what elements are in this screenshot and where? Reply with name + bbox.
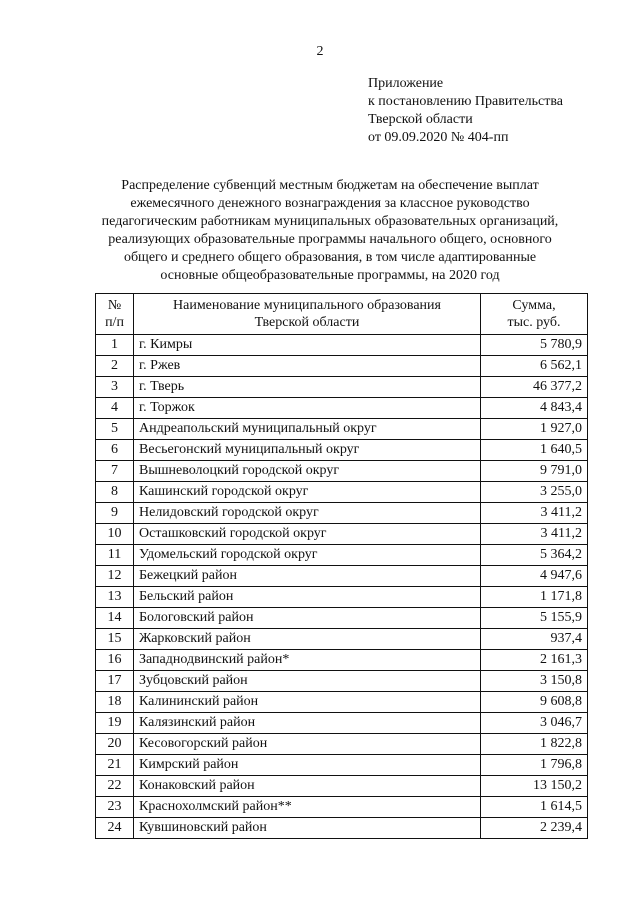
municipality-name: Бежецкий район [134,566,481,587]
table-row [96,818,588,839]
municipality-name: Зубцовский район [134,671,481,692]
appendix-line: Тверской области [368,112,473,127]
amount: 5 364,2 [481,545,588,566]
title-line: основные общеобразовательные программы, на 2020 год [160,268,500,283]
header-number-line: п/п [105,315,124,330]
table-row [96,671,588,692]
amount: 1 640,5 [481,440,588,461]
row-number: 4 [96,398,134,419]
row-number: 16 [96,650,134,671]
municipality-name: Бельский район [134,587,481,608]
row-number: 1 [96,335,134,356]
table-row [96,398,588,419]
header-sum-line: тыс. руб. [507,315,561,330]
row-number: 6 [96,440,134,461]
table-row [96,461,588,482]
amount: 1 171,8 [481,587,588,608]
municipality-name: г. Тверь [134,377,481,398]
amount: 1 796,8 [481,755,588,776]
amount: 4 947,6 [481,566,588,587]
table-row [96,335,588,356]
municipality-name: Кувшиновский район [134,818,481,839]
table-row [96,797,588,818]
table-row [96,566,588,587]
amount: 4 843,4 [481,398,588,419]
row-number: 5 [96,419,134,440]
table-row [96,419,588,440]
table-row [96,692,588,713]
row-number: 14 [96,608,134,629]
amount: 46 377,2 [481,377,588,398]
row-number: 3 [96,377,134,398]
table-row [96,377,588,398]
table-row [96,356,588,377]
appendix-line: от 09.09.2020 № 404-пп [368,130,509,145]
amount: 9 791,0 [481,461,588,482]
amount: 1 614,5 [481,797,588,818]
amount: 5 780,9 [481,335,588,356]
row-number: 2 [96,356,134,377]
amount: 9 608,8 [481,692,588,713]
amount: 5 155,9 [481,608,588,629]
row-number: 13 [96,587,134,608]
title-line: Распределение субвенций местным бюджетам на обеспечение выплат [121,178,539,193]
row-number: 17 [96,671,134,692]
amount: 1 822,8 [481,734,588,755]
table-row [96,608,588,629]
appendix-line: к постановлению Правительства [368,94,564,109]
title-line: педагогическим работникам муниципальных образовательных организаций, [101,214,559,229]
municipality-name: Андреапольский муниципальный округ [134,419,481,440]
title-line: ежемесячного денежного вознаграждения за классное руководство [130,196,530,211]
row-number: 9 [96,503,134,524]
row-number: 11 [96,545,134,566]
row-number: 22 [96,776,134,797]
row-number: 12 [96,566,134,587]
row-number: 10 [96,524,134,545]
table-row [96,587,588,608]
table-row [96,713,588,734]
municipality-name: г. Торжок [134,398,481,419]
header-name [134,294,481,335]
page-number: 2 [316,44,324,59]
municipality-name: Западнодвинский район* [134,650,481,671]
table-header-row [96,294,588,335]
municipality-name: Бологовский район [134,608,481,629]
amount: 3 046,7 [481,713,588,734]
amount: 2 239,4 [481,818,588,839]
municipality-name: Жарковский район [134,629,481,650]
table-row [96,440,588,461]
municipality-name: Кесовогорский район [134,734,481,755]
table-row [96,629,588,650]
amount: 3 411,2 [481,524,588,545]
header-number [96,294,134,335]
municipality-name: Краснохолмский район** [134,797,481,818]
title-line: общего и среднего общего образования, в том числе адаптированные [123,250,537,265]
document-title [70,177,590,285]
amount: 6 562,1 [481,356,588,377]
table-row [96,734,588,755]
municipality-name: Осташковский городской округ [134,524,481,545]
municipality-name: Удомельский городской округ [134,545,481,566]
municipality-name: г. Кимры [134,335,481,356]
row-number: 23 [96,797,134,818]
municipality-name: Вышневолоцкий городской округ [134,461,481,482]
amount: 3 255,0 [481,482,588,503]
table-row [96,524,588,545]
amount: 2 161,3 [481,650,588,671]
table-body [96,335,588,839]
table-row [96,503,588,524]
title-line: реализующих образовательные программы начального общего, основного [108,232,552,247]
header-sum [481,294,588,335]
appendix-line: Приложение [368,76,444,91]
municipality-name: Кашинский городской округ [134,482,481,503]
row-number: 18 [96,692,134,713]
table-row [96,650,588,671]
amount: 3 150,8 [481,671,588,692]
row-number: 8 [96,482,134,503]
amount: 937,4 [481,629,588,650]
table-row [96,755,588,776]
municipality-name: Калининский район [134,692,481,713]
amount: 3 411,2 [481,503,588,524]
municipality-name: Калязинский район [134,713,481,734]
header-name-line: Тверской области [254,315,360,330]
header-name-line: Наименование муниципального образования [173,298,441,313]
municipality-name: Нелидовский городской округ [134,503,481,524]
table-row [96,776,588,797]
table-row [96,545,588,566]
header-number-line: № [107,298,122,313]
row-number: 21 [96,755,134,776]
row-number: 15 [96,629,134,650]
municipality-name: Кимрский район [134,755,481,776]
header-sum-line: Сумма, [512,298,556,313]
row-number: 19 [96,713,134,734]
municipality-name: г. Ржев [134,356,481,377]
allocation-table [95,293,588,839]
amount: 1 927,0 [481,419,588,440]
row-number: 20 [96,734,134,755]
table-row [96,482,588,503]
row-number: 7 [96,461,134,482]
amount: 13 150,2 [481,776,588,797]
appendix-block [368,75,563,147]
municipality-name: Конаковский район [134,776,481,797]
row-number: 24 [96,818,134,839]
municipality-name: Весьегонский муниципальный округ [134,440,481,461]
